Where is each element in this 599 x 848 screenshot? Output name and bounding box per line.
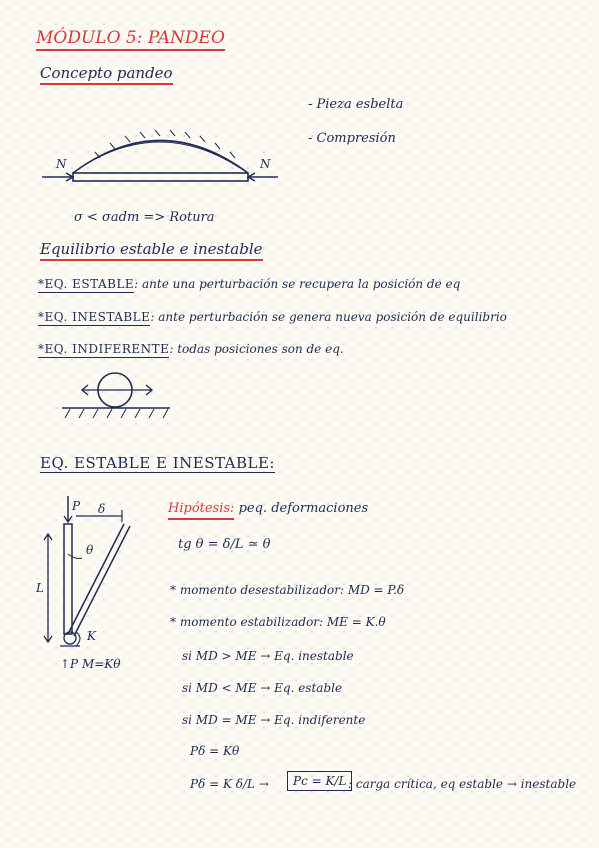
column-buckling-figure [36,494,146,674]
bullet-compresion: - Compresión [308,131,396,146]
rolling-ball-figure [60,366,180,426]
force-right-label: N [260,157,271,171]
rotura-formula: σ < σadm => Rotura [74,210,215,225]
tg-theta-formula: tg θ = δ/L ≃ θ [178,537,271,552]
final-derivation-right: : carga crítica, eq estable → inestable [348,777,577,791]
fig-theta-label: θ [86,543,94,557]
cond-indiferente: si MD = ME → Eq. indiferente [182,713,366,727]
equilibrium-equation: Pδ = Kθ [190,744,240,758]
cond-inestable: si MD > ME → Eq. inestable [182,649,354,663]
final-derivation-left: Pδ = K δ/L → [190,777,269,791]
concepto-heading: Concepto pandeo [40,66,173,85]
hipotesis-label: Hipótesis: [168,501,234,520]
momento-desestabilizador: * momento desestabilizador: MD = P.δ [170,583,405,597]
eq-inestable-key: *EQ. INESTABLE [38,310,151,324]
eq-indiferente-line [38,343,344,355]
page-title: MÓDULO 5: PANDEO [36,30,225,51]
eq-inestable-line [38,311,507,323]
fig-bottom-label: ↑P M=Kθ [60,657,121,671]
critical-load-box: Pc = K/L [287,771,352,791]
equilibrio-heading: Equilibrio estable e inestable [40,242,263,261]
eq-estable-line [38,278,460,290]
fig-L-label: L [36,581,44,595]
cond-estable: si MD < ME → Eq. estable [182,681,343,695]
eq-indiferente-text: : todas posiciones son de eq. [169,342,344,356]
eq-indiferente-key: *EQ. INDIFERENTE [38,342,170,356]
section2-heading: EQ. ESTABLE E INESTABLE: [40,454,275,472]
fig-delta-label: δ [98,502,106,516]
eq-estable-key: *EQ. ESTABLE [38,277,135,291]
hipotesis-line [168,502,368,515]
bullet-pieza-esbelta: - Pieza esbelta [308,97,404,112]
buckling-beam-figure [40,118,290,198]
fig-P-label: P [72,499,81,513]
force-left-label: N [56,157,67,171]
fig-K-label: K [87,629,96,643]
eq-estable-text: : ante una perturbación se recupera la posición de eq [134,277,461,291]
momento-estabilizador: * momento estabilizador: ME = K.θ [170,615,386,629]
hipotesis-text: peq. deformaciones [238,501,369,516]
eq-inestable-text: : ante perturbación se genera nueva posición de equilibrio [150,310,507,324]
